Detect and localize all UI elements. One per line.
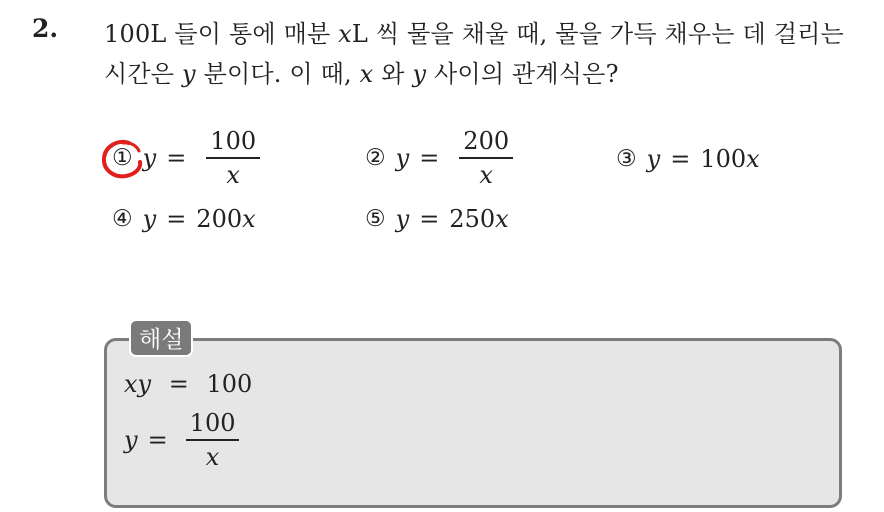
solution-equals: =: [147, 425, 168, 454]
fraction-denominator: x: [205, 442, 220, 471]
choice-fraction: [206, 128, 260, 188]
choice-equals: =: [166, 205, 187, 233]
choice-equals: =: [419, 205, 440, 233]
fraction-numerator: 200: [463, 127, 510, 155]
choice-5[interactable]: [365, 205, 509, 233]
choice-lhs: y: [142, 205, 157, 233]
q-text: 100L 들이 통에 매분: [104, 20, 339, 48]
choice-3[interactable]: [616, 145, 760, 173]
solution-line-2: [124, 410, 239, 470]
choice-rhs-number: 200: [196, 205, 243, 233]
q-text: 시간은: [104, 60, 182, 88]
fraction-denominator: x: [226, 160, 240, 189]
choice-marker: ⑤: [365, 206, 386, 232]
choice-4[interactable]: [112, 205, 256, 233]
choice-lhs: y: [646, 145, 661, 173]
q-text: 분이다. 이 때,: [195, 60, 360, 88]
q-text: 와: [373, 60, 413, 88]
solution-line-1: [124, 370, 252, 398]
solution-equals: =: [168, 370, 189, 398]
q-text: 사이의 관계식은?: [426, 60, 619, 88]
choice-equals: =: [419, 143, 440, 172]
choice-lhs: y: [395, 205, 410, 233]
choice-rhs-var: x: [495, 205, 509, 233]
selected-answer-circle-mark: [99, 137, 145, 181]
choice-equals: =: [670, 145, 691, 173]
q-var-y: y: [181, 60, 196, 88]
choice-2[interactable]: [365, 128, 513, 188]
choice-rhs-var: x: [746, 145, 760, 173]
solution-fraction: [186, 410, 240, 470]
choice-marker: ④: [112, 206, 133, 232]
choice-equals: =: [166, 143, 187, 172]
solution-lhs: xy: [124, 370, 152, 398]
choice-lhs: y: [142, 143, 157, 172]
fraction-denominator: x: [479, 160, 493, 189]
question-number: 2.: [32, 14, 59, 43]
choice-fraction: [459, 128, 513, 188]
q-var-y: y: [412, 60, 427, 88]
choice-rhs-number: 250: [449, 205, 496, 233]
fraction-numerator: 100: [189, 409, 236, 437]
fraction-numerator: 100: [210, 127, 257, 155]
question-text-line1: [104, 14, 844, 49]
question-text-line2: [104, 54, 619, 89]
choice-marker: ②: [365, 144, 386, 171]
choice-marker: ③: [616, 146, 637, 172]
q-text: L 씩 물을 채울 때, 물을 가득 채우는 데 걸리는: [351, 20, 844, 48]
explanation-tag: 해설: [129, 319, 193, 357]
q-var-x: x: [359, 60, 374, 88]
choice-rhs-number: 100: [700, 145, 747, 173]
choice-marker: ①: [112, 144, 133, 171]
q-var-x: x: [338, 20, 352, 48]
choice-lhs: y: [395, 143, 410, 172]
solution-rhs: 100: [206, 370, 253, 398]
solution-lhs: y: [124, 425, 138, 454]
choice-rhs-var: x: [242, 205, 256, 233]
